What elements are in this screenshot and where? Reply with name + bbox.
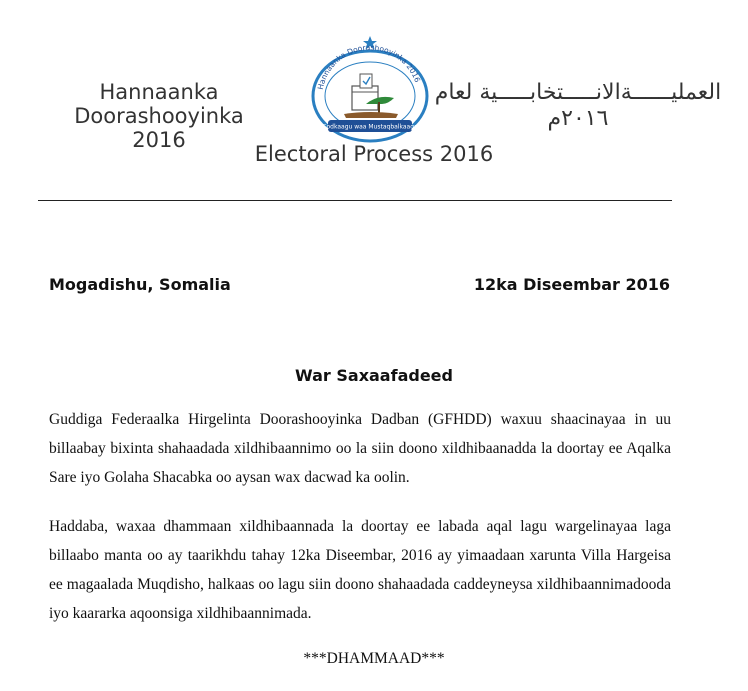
arabic-title (428, 80, 728, 132)
ballot-box-icon (352, 86, 378, 110)
logo-banner-text: Codkaagu waa Mustaqbalkaaga (322, 123, 418, 131)
somali-title-line2: 2016 (132, 128, 186, 152)
dateline-place: Mogadishu, Somalia (49, 275, 231, 294)
arabic-title-line2: ٢٠١٦م (547, 106, 609, 131)
paragraph-1: Guddiga Federaalka Hirgelinta Doorashooyinka Dadban (GFHDD) waxuu shaacinayaa in uu billaabay bixinta shahaadada xildhibaannimo oo la siin doono xildhibaanadda la doortay ee Aqalka Sare iyo Golaha Shacabka oo aysan wax dacwad ka oolin. (49, 411, 671, 486)
dateline-date: 12ka Diseembar 2016 (473, 275, 670, 294)
arabic-title-line1: العمليــــــةالانـــــتخابـــــية لعام (434, 80, 722, 105)
somali-title-line1: Hannaanka Doorashooyinka (74, 80, 244, 128)
press-release-heading: War Saxaafadeed (295, 366, 453, 385)
subtitle: Electoral Process 2016 (254, 142, 494, 166)
logo-ring-text: Hannaanka Doorashooyinka 2016 (315, 42, 423, 91)
closing-mark: ***DHAMMAAD*** (303, 650, 445, 667)
electoral-logo (308, 34, 432, 146)
paragraph-2: Haddaba, waxaa dhammaan xildhibaannada la doortay ee labada aqal lagu wargelinayaa laga billaabo manta oo ay taarikhdu tahay 12ka Diseembar, 2016 ay yimaadaan xarunta Villa Hargeisa ee magaalada Muqdisho, halkaas oo lagu siin doono shahaadada caddeyneysa xildhibaannimadooda iyo kaararka aqoonsiga xildhibaannimada. (49, 518, 671, 622)
header-divider (38, 200, 672, 201)
